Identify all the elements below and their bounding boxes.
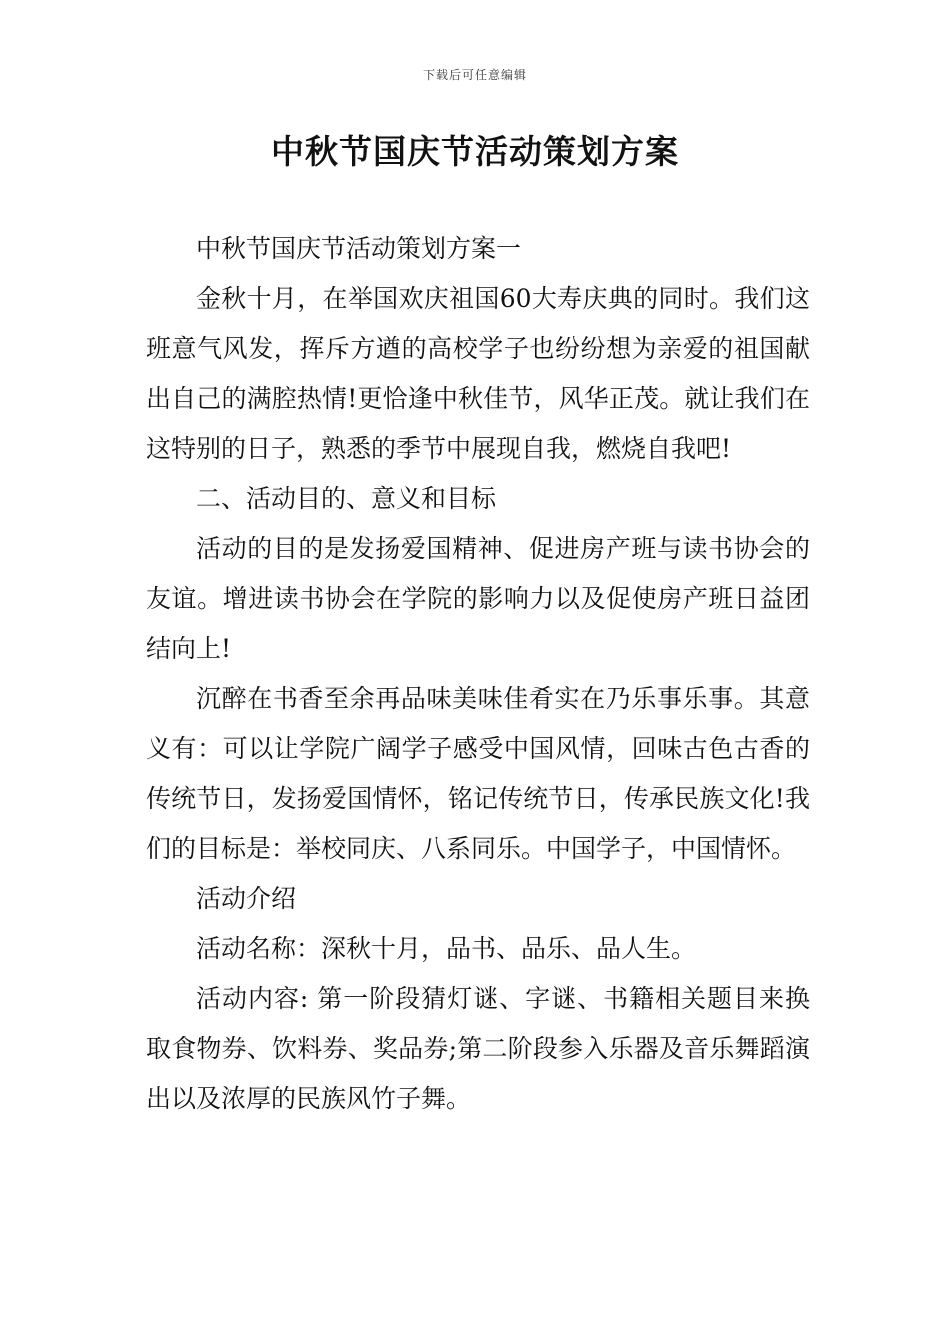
section-heading: 中秋节国庆节活动策划方案一 [196, 234, 522, 263]
header-note: 下载后可任意编辑 [422, 68, 527, 82]
paragraph: 活动名称：深秋十月，品书、品乐、品人生。 [196, 934, 697, 963]
paragraph: 金秋十月，在举国欢庆祖国60大寿庆典的同时。我们这班意气风发，挥斥方遒的高校学子也纷纷想为亲爱的祖国献出自己的满腔热情!更恰逢中秋佳节，风华正茂。就让我们在这特别的日子，熟悉的季节中展现自我，燃烧自我吧! [146, 284, 810, 463]
document-body [146, 224, 810, 1124]
paragraph: 沉醉在书香至余再品味美味佳肴实在乃乐事乐事。其意义有：可以让学院广阔学子感受中国风情，回味古色古香的传统节日，发扬爱国情怀，铭记传统节日，传承民族文化!我们的目标是：举校同庆、八系同乐。中国学子，中国情怀。 [146, 684, 810, 863]
document-title: 中秋节国庆节活动策划方案 [271, 132, 679, 171]
section-heading: 活动介绍 [196, 884, 297, 913]
paragraph: 活动内容: 第一阶段猜灯谜、字谜、书籍相关题目来换取食物券、饮料券、奖品券;第二阶段参入乐器及音乐舞蹈演出以及浓厚的民族风竹子舞。 [146, 984, 810, 1113]
section-heading: 二、活动目的、意义和目标 [196, 484, 497, 513]
paragraph: 活动的目的是发扬爱国精神、促进房产班与读书协会的友谊。增进读书协会在学院的影响力以及促使房产班日益团结向上! [146, 534, 810, 663]
